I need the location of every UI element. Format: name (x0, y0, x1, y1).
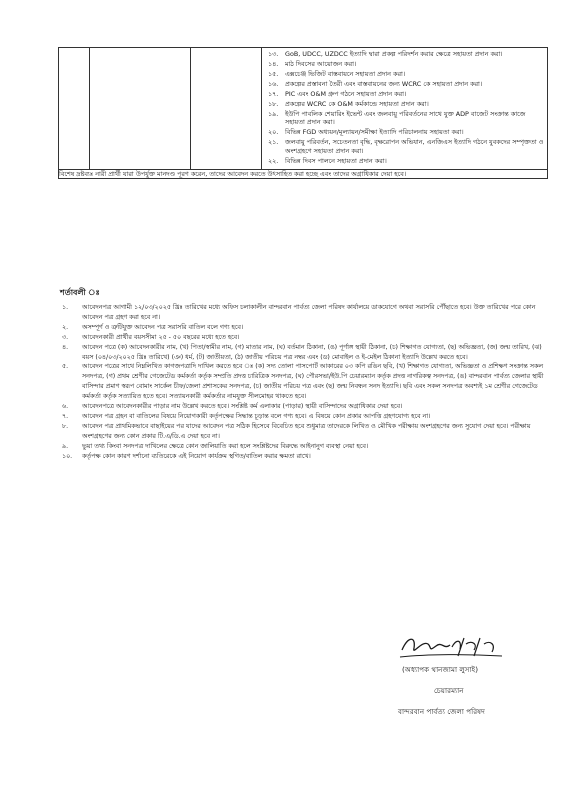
condition-text: আবেদনপত্র আগামী ১২/০৩/২০২৫ খ্রিঃ তারিখের মধ্যে অফিস চলাকালীন বান্দরবান পার্বত্য জেলা পরিষদ কার্যালয়ে ডাকযোগে অথবা সরাসরি পৌঁছাতে হবে। উক্ত তারিখের পরে কোন আবেদন পত্র গ্রহণ করা হবে না। (82, 304, 536, 321)
duty-item (265, 90, 544, 98)
duty-number: ২২. (268, 156, 279, 165)
serial-cell (59, 48, 90, 170)
condition-item (62, 402, 550, 412)
duty-item (265, 128, 544, 136)
duty-item (265, 138, 544, 155)
duty-number: ২০. (268, 128, 279, 137)
duty-text: PIC এবং O&M গ্রুপ গঠনে সহায়তা প্রদান করা। (285, 90, 407, 98)
duty-item (265, 80, 544, 88)
condition-text: ভুয়া তথ্য কিংবা সনদপত্র দাখিলের ক্ষেত্রে কোন জালিয়াতি করা হলে সংশ্লিষ্টদের বিরুদ্ধে আইনানুগ ব্যবস্থা নেয়া হবে। (82, 442, 369, 450)
condition-number: ৯. (62, 442, 69, 450)
duty-item (265, 100, 544, 108)
condition-number: ১০. (62, 452, 73, 460)
condition-text: আবেদন পত্র প্রাথমিকভাবে বাছাইয়ের পর যাদের আবেদন পত্র সঠিক হিসেবে বিবেচিত হবে শুধুমাত্র তাদেরকে লিখিত ও মৌখিক পরীক্ষায় অংশগ্রহণের জন্য সুযোগ দেয়া হবে। পরীক্ষায় অংশগ্রহণের জন্য কোন প্রকার টি.এ/ডি.এ দেয়া হবে না। (82, 422, 531, 440)
condition-item (62, 303, 550, 323)
signatory-organization: বান্দরবান পার্বত্য জেলা পরিষদ (398, 707, 485, 716)
handwritten-signature (398, 630, 506, 660)
condition-number: ৩. (62, 333, 69, 341)
duty-text: বিভিন্ন FGD অধ্যয়ন/মূল্যায়ন/সমীক্ষা ইত্যাদি পরিচালনায় সহায়তা করা। (285, 128, 464, 137)
duty-item (265, 60, 544, 68)
signatory-title: চেয়ারম্যান (434, 686, 464, 695)
condition-number: ৮. (62, 422, 69, 430)
condition-text: অসম্পূর্ণ ও ত্রুটিযুক্ত আবেদন পত্র সরাসরি বাতিল বলে গণ্য হবে। (82, 323, 244, 331)
condition-text: আবেদন পত্রের সাথে নিম্নলিখিত কাগজপত্রাদি দাখিল করতে হবে ঃ (ক) সদ্য তোলা পাসপোর্ট আকারের ০৩ কপি রঙিন ছবি, (খ) শিক্ষাগত যোগ্যতা, অভিজ্ঞতা ও প্রশিক্ষণ সংক্রান্ত সকল সনদপত্র, (গ) প্রথম শ্রেণীর গেজেটেড কর্মকর্তা কর্তৃক সম্প্রতি প্রদত্ত চারিত্রিক সনদপত্র, (ঘ) পৌরসভা/ইউ.পি চেয়ারম্যান কর্তৃক প্রদত্ত নাগরিকত্ব সনদপত্র, (ঙ) বান্দরবান পার্বত্য জেলার স্থায়ী বাসিন্দার প্রমাণ স্বরূপ বোমাং সার্কেল চীফ/জেলা প্রশাসকের সনদপত্র, (চ) জাতীয় পরিচয় পত্র এবং (ছ) জন্ম নিবন্ধন সনদ ইত্যাদি। ছবি এবং সকল সনদপত্র অবশ্যই ১ম শ্রেণীর গেজেটেড কর্মকর্তা কর্তৃক সত্যায়িত হতে হবে। সত্যায়নকারী কর্মকর্তার নামযুক্ত সীলমোহর থাকতে হবে। (82, 363, 544, 401)
table-row (59, 169, 548, 179)
duty-number: ১৮. (268, 100, 279, 108)
duty-item (265, 70, 544, 78)
condition-item (62, 422, 550, 442)
condition-number: ৪. (62, 343, 69, 351)
duty-text: প্রকল্পের প্রস্তাবনা তৈরী এবং বাস্তবায়নের জন্য WCRC কে সহায়তা প্রদান করা। (285, 80, 483, 88)
condition-number: ৭. (62, 412, 69, 420)
condition-item (62, 362, 550, 402)
condition-item (62, 323, 550, 333)
conditions-title: শর্তাবলী ঃ (60, 288, 100, 297)
condition-number: ৫. (62, 363, 69, 371)
conditions-list (62, 303, 550, 462)
duty-number: ১৩. (268, 50, 279, 58)
condition-number: ১. (62, 304, 69, 311)
special-note: বিশেষ দ্রষ্টব্যঃ নারী প্রার্থী যারা উপর্যুক্ত মানদণ্ড পূরণ করেন, তাদের আবেদন করতে উৎসাহিত করা হচ্ছে এবং তাদের অগ্রাধিকার দেয়া হবে। (59, 169, 548, 179)
condition-text: আবেদনপত্রে আবেদনকারীর পাড়ার নাম উল্লেখ করতে হবে। সংশ্লিষ্ট কর্ম এলাকার (পাড়ার) স্থায়ী বাসিন্দাদের অগ্রাধিকার দেয়া হবে। (82, 403, 403, 411)
condition-text: আবেদন পত্র গ্রহন বা বাতিলের বিষয়ে নিয়োগকারী কর্তৃপক্ষের সিদ্ধান্ত চূড়ান্ত বলে গণ্য হবে। এ বিষয়ে কোন প্রকার আপত্তি গ্রহণযোগ্য হবে না। (82, 412, 431, 420)
condition-text: আবেদনকারী প্রার্থীর বয়সসীমা ২৫ - ৫০ বছরের মধ্যে হতে হবে। (82, 333, 240, 341)
table-row (59, 48, 548, 170)
duty-text: জলবায়ু পরিবর্তন, সচেতনতা বৃদ্ধি, বৃক্ষরোপন অভিযান, এনজিএস ইত্যাদি গঠনে যুবকদের সম্পৃক্ততা ও অংশগ্রহণে সহায়তা প্রদান করা। (285, 138, 544, 155)
condition-text: কর্তৃপক্ষ কোন কারণ দর্শানো ব্যতিরেকে এই নিয়োগ কার্যক্রম স্থগিত/বাতিল করার ক্ষমতা রাখে। (82, 452, 311, 460)
duty-item (265, 50, 544, 58)
duty-text: মাঠ দিবসের আয়োজন করা। (285, 60, 357, 68)
duty-number: ১৯. (268, 110, 279, 118)
condition-item (62, 333, 550, 343)
signatory-name: (অধ্যাপক থানজামা লুসাই) (402, 665, 479, 674)
condition-text: আবেদন পত্রে (ক) আবেদনকারীর নাম, (খ) পিতা/স্বামীর নাম, (গ) মাতার নাম, (ঘ) বর্তমান ঠিকানা, (ঙ) পূর্ণাঙ্গ স্থায়ী ঠিকানা, (চ) শিক্ষাগত যোগ্যতা, (ছ) অভিজ্ঞতা, (জ) জন্ম তারিখ, (ঝ) বয়স (০৪/০৩/২০২৫ খ্রিঃ তারিখে) (ঞ) ধর্ম, (ট) জাতীয়তা, (ঠ) জাতীয় পরিচয় পত্র নম্বর এবং (ড) মোবাইল ও ই-মেইল ঠিকানা ইত্যাদি উল্লেখ করতে হবে। (82, 343, 542, 361)
condition-item (62, 412, 550, 422)
position-cell (90, 48, 191, 170)
duty-text: প্রকল্পের WCRC কে O&M কর্মকান্ডে সহায়তা প্রদান করা। (285, 100, 429, 108)
duty-text: GoB, UDCC, UZDCC ইত্যাদি দ্বারা প্রকল্প পরিদর্শন করার ক্ষেত্রে সহায়তা প্রদান করা। (285, 50, 503, 58)
duties-cell (262, 48, 548, 170)
duty-list (265, 50, 544, 165)
condition-item (62, 343, 550, 363)
duty-text: ইউপি পাবলিক শেয়ারিং ইভেন্ট এবং জলবায়ু পরিবর্তনের সাথে যুক্ত ADP বাজেট সংক্রান্ত কাজে সহায়তা প্রদান করা। (285, 110, 526, 127)
duty-item (265, 110, 544, 127)
condition-number: ২. (62, 323, 69, 331)
duty-number: ১৬. (268, 80, 279, 88)
duty-item (265, 157, 544, 165)
duty-number: ১৭. (268, 90, 279, 98)
duty-text: এক্সচেঞ্জ ভিজিট বাস্তবায়নে সহায়তা প্রদান করা। (285, 70, 406, 78)
duty-number: ২১. (268, 138, 279, 147)
duty-number: ১৪. (268, 60, 279, 68)
condition-item (62, 452, 550, 462)
duty-number: ১৫. (268, 70, 279, 78)
duty-text: বিভিন্ন দিবস পালনে সহায়তা প্রদান করা। (285, 156, 387, 165)
duties-table (58, 47, 548, 179)
vacancy-cell (191, 48, 262, 170)
condition-item (62, 442, 550, 452)
condition-number: ৬. (62, 403, 69, 411)
